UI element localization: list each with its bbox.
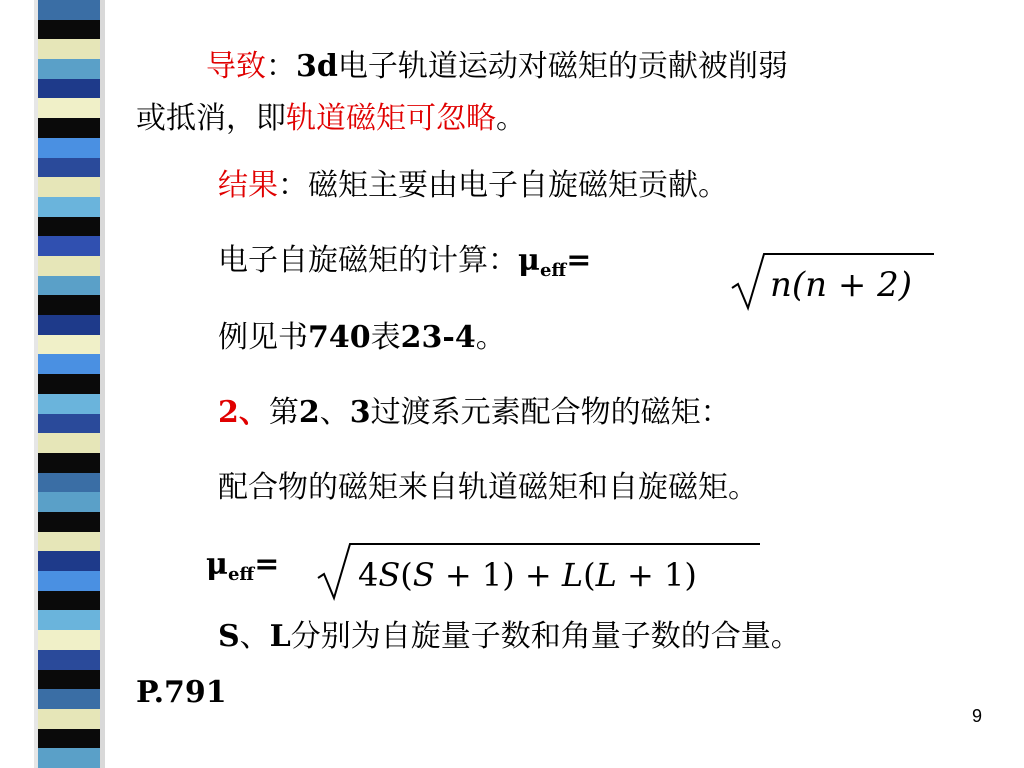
line-3-text: ：磁矩主要由电子自旋磁矩贡献。	[278, 168, 728, 203]
formula-sqrt-sl	[314, 540, 764, 604]
line-2-text: 或抵消，即	[136, 101, 286, 136]
table-23-4: 23-4	[400, 320, 476, 355]
line-3	[218, 169, 728, 203]
line-6-text: 过渡系元素配合物的磁矩：	[370, 395, 731, 430]
stripe-block	[38, 453, 100, 473]
stripe-block	[38, 492, 100, 512]
stripe-block	[38, 729, 100, 749]
mu-symbol: μ	[518, 243, 540, 278]
equals: =	[566, 243, 592, 278]
stripe-block	[38, 197, 100, 217]
stripe-block	[38, 158, 100, 178]
stripe-block	[38, 610, 100, 630]
line-7	[218, 471, 758, 505]
stripe-block	[38, 335, 100, 355]
line-8-sep: 、	[239, 619, 270, 654]
stripe-block	[38, 709, 100, 729]
eff-subscript: eff	[539, 260, 567, 281]
section-number: 2、	[218, 395, 269, 430]
page-number: 9	[972, 706, 983, 726]
stripe-block	[38, 433, 100, 453]
stripe-block	[38, 98, 100, 118]
line-1-text: 电子轨道运动对磁矩的贡献被削弱	[337, 49, 788, 84]
stripe-block	[38, 276, 100, 296]
line-5-text: 例见书	[218, 320, 308, 355]
stripe-block	[38, 650, 100, 670]
stripe-block	[38, 118, 100, 138]
stripe-block	[38, 630, 100, 650]
label-jieguo: 结果	[218, 168, 278, 203]
stripe-block	[38, 512, 100, 532]
line-8-s: S	[218, 619, 240, 654]
line-6-b2: 3	[349, 395, 371, 430]
page-ref: P.791	[136, 675, 227, 710]
stripe-shadow-right	[100, 0, 105, 768]
stripe-block	[38, 670, 100, 690]
line-8-l: L	[269, 619, 291, 654]
line-4	[218, 244, 591, 288]
label-daozhi: 导致	[206, 49, 266, 84]
mu-symbol-2: μ	[206, 547, 228, 582]
colon: ：	[266, 49, 296, 84]
decorative-stripe	[38, 0, 100, 768]
line-6-pre: 第	[268, 395, 299, 430]
stripe-block	[38, 256, 100, 276]
equals-2: =	[254, 547, 280, 582]
line-2-end: 。	[496, 101, 526, 136]
stripe-block	[38, 532, 100, 552]
stripe-block	[38, 20, 100, 40]
stripe-block	[38, 394, 100, 414]
stripe-block	[38, 571, 100, 591]
line-9	[136, 676, 227, 710]
stripe-block	[38, 551, 100, 571]
line-5-end: 。	[475, 320, 506, 355]
line-7-text: 配合物的磁矩来自轨道磁矩和自旋磁矩。	[218, 470, 758, 505]
line-5	[218, 321, 506, 355]
stripe-block	[38, 473, 100, 493]
line-6-sep: 、	[319, 395, 350, 430]
eff-subscript-2: eff	[227, 564, 255, 585]
line-4-text: 电子自旋磁矩的计算：	[218, 243, 518, 278]
line-5-mid: 表	[370, 320, 401, 355]
stripe-block	[38, 295, 100, 315]
formula-sqrt-n	[728, 250, 938, 314]
stripe-block	[38, 591, 100, 611]
stripe-block	[38, 315, 100, 335]
stripe-block	[38, 79, 100, 99]
3d-text: 3d	[296, 49, 338, 84]
line-1	[206, 50, 788, 84]
stripe-block	[38, 0, 100, 20]
stripe-block	[38, 374, 100, 394]
stripe-block	[38, 354, 100, 374]
stripe-block	[38, 236, 100, 256]
line-8	[218, 620, 801, 654]
line-2	[136, 102, 526, 136]
formula-2-text: 4S(S + 1) + L(L + 1)	[358, 556, 697, 594]
stripe-block	[38, 59, 100, 79]
formula-1-text: n(n + 2)	[770, 265, 913, 305]
line-2-highlight: 轨道磁矩可忽略	[286, 101, 496, 136]
stripe-block	[38, 177, 100, 197]
page-740: 740	[308, 320, 371, 355]
stripe-block	[38, 217, 100, 237]
stripe-block	[38, 39, 100, 59]
line-6-b1: 2	[298, 395, 320, 430]
stripe-block	[38, 748, 100, 768]
stripe-block	[38, 414, 100, 434]
formula-2-label	[206, 548, 279, 592]
line-8-text: 分别为自旋量子数和角量子数的合量。	[290, 619, 801, 654]
line-6	[218, 396, 731, 430]
stripe-block	[38, 138, 100, 158]
stripe-block	[38, 689, 100, 709]
